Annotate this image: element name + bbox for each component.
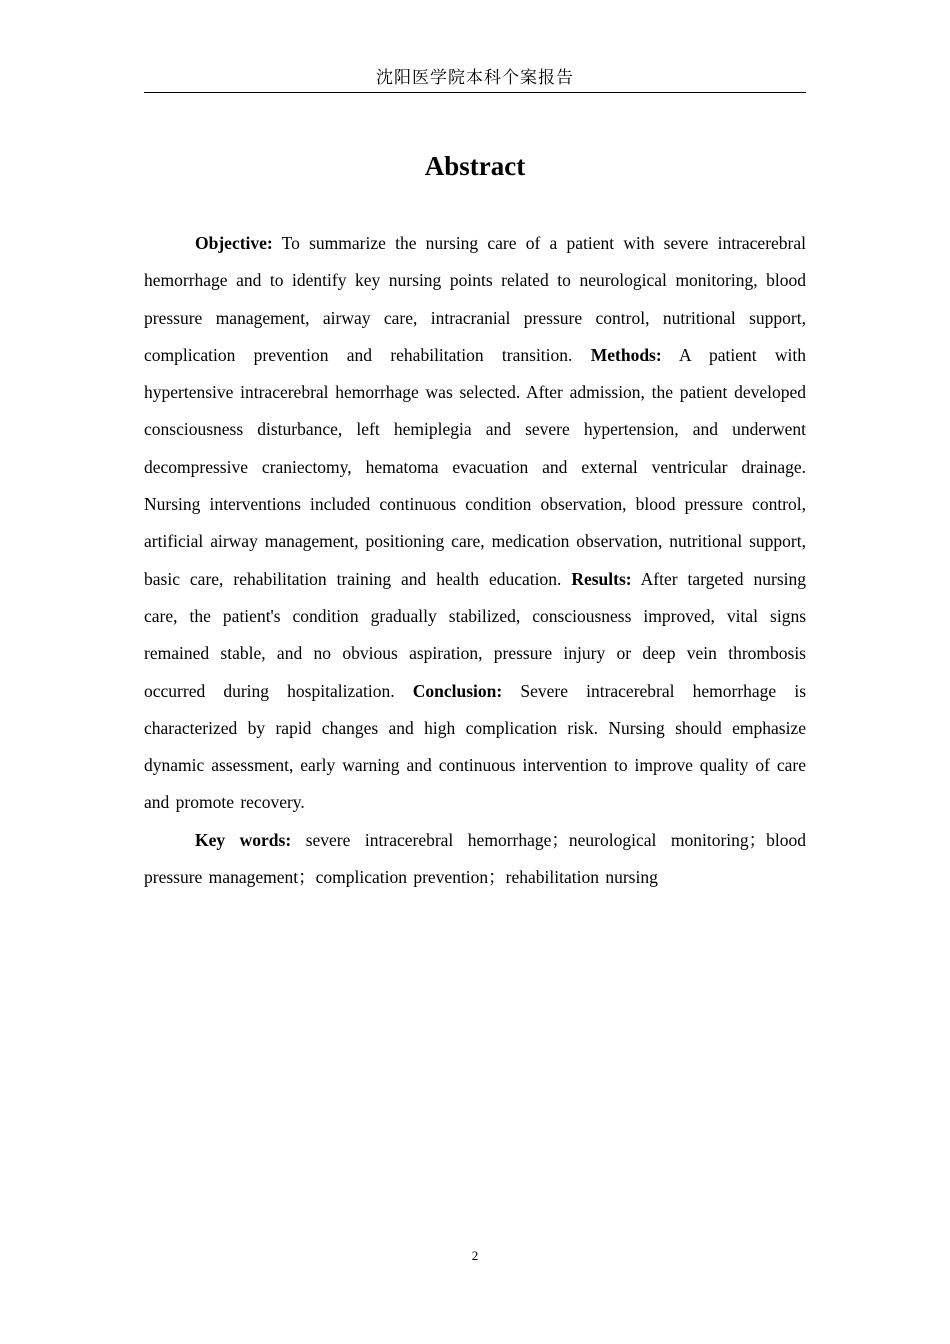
keywords-paragraph [144,822,806,897]
abstract-body [144,225,806,896]
abstract-paragraph [144,225,806,822]
objective-text: To summarize the nursing care of a patient with severe intracerebral hemorrhage and to identify key nursing points related to neurological monitoring, blood pressure management, airway care, intracranial pressure control, nutritional support, complication prevention and rehabilitation transition. [144,233,806,365]
results-label: Results: [571,568,632,589]
page-number: 2 [471,1248,479,1263]
keywords-label: Key words: [195,829,292,850]
results-text: After targeted nursing care, the patient's condition gradually stabilized, consciousness improved, vital signs remained stable, and no obvious aspiration, pressure injury or deep vein thrombosis occurred during hospitalization. [144,568,807,701]
methods-text: A patient with hypertensive intracerebral hemorrhage was selected. After admission, the patient developed consciousness disturbance, left hemiplegia and severe hypertension, and underwent decompressive craniectomy, hematoma evacuation and external ventricular drainage. Nursing interventions included continuous condition observation, blood pressure control, artificial airway management, positioning care, medication observation, nutritional support, basic care, rehabilitation training and health education. [144,344,807,589]
keywords-text: severe intracerebral hemorrhage；neurological monitoring；blood pressure management；complication prevention；rehabilitation nursing [144,829,806,888]
conclusion-text: Severe intracerebral hemorrhage is characterized by rapid changes and high complication risk. Nursing should emphasize dynamic assessment, early warning and continuous intervention to improve quality of care and promote recovery. [144,680,807,813]
running-header-text: 沈阳医学院本科个案报告 [376,68,574,88]
conclusion-label: Conclusion: [412,680,503,701]
abstract-title: Abstract [424,151,526,181]
objective-label: Objective: [195,233,273,253]
methods-label: Methods: [590,344,662,365]
running-header [144,66,806,93]
